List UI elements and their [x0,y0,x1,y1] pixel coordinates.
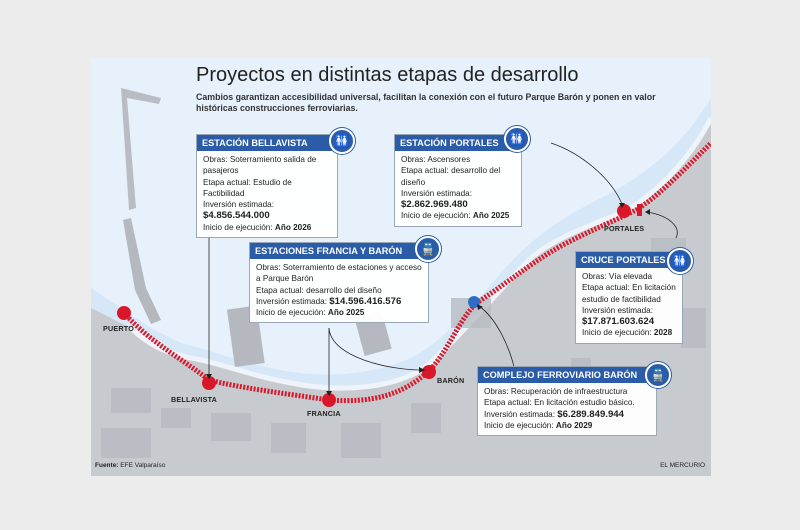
inicio-value: Año 2026 [274,222,312,232]
card-header: ESTACIONES FRANCIA Y BARÓN [250,243,428,259]
etapa-text: Etapa actual: desarrollo del diseño [401,166,501,187]
footer-credit: EL MERCURIO [660,462,705,469]
card-header: CRUCE PORTALES [576,252,682,268]
card-header: COMPLEJO FERROVIARIO BARÓN [478,367,656,383]
inicio-value: Año 2025 [327,308,365,318]
inversion-label: Inversión estimada: [582,305,653,315]
etapa-text: Etapa actual: En licitación estudio básico. [484,398,635,408]
inicio-label: Inicio de ejecución: [401,211,471,221]
inicio-value: Año 2025 [472,211,510,221]
etapa-text: Etapa actual: Estudio de Factibilidad [203,177,292,198]
card-bellavista [196,134,338,238]
etapa-text: Etapa actual: desarrollo del diseño [256,285,382,295]
cruce-portales-mark [637,204,642,216]
page-title: Proyectos en distintas etapas de desarrollo [196,64,579,86]
footer-source [95,462,165,469]
inversion-value: $14.596.416.576 [329,295,402,307]
card-complejo-baron [477,366,657,436]
inicio-value: Año 2029 [555,420,593,430]
inversion-value: $6.289.849.944 [557,408,624,420]
label-portales: PORTALES [604,224,645,233]
label-bellavista: BELLAVISTA [171,395,218,404]
inicio-label: Inicio de ejecución: [484,420,554,430]
card-header: ESTACIÓN PORTALES [395,135,521,151]
source-label: Fuente: [95,462,119,469]
card-francia-baron [249,242,429,323]
restroom-icon: 🚻 [329,128,355,154]
etapa-text: Etapa actual: En licitación estudio de factibilidad [582,283,676,304]
train-icon: 🚆 [415,236,441,262]
inversion-label: Inversión estimada: [401,188,472,198]
restroom-icon: 🚻 [667,248,693,274]
station-puerto-dot [117,306,131,320]
inversion-label: Inversión estimada: [203,200,274,210]
card-portales [394,134,522,227]
card-header: ESTACIÓN BELLAVISTA [197,135,337,151]
obras-text: Obras: Soterramiento salida de pasajeros [203,155,317,176]
station-portales-dot [617,204,631,218]
obras-text: Obras: Ascensores [401,155,471,164]
label-puerto: PUERTO [103,324,135,333]
inversion-label: Inversión estimada: [484,409,555,419]
inversion-value: $4.856.544.000 [203,210,270,222]
source-value: EFE Valparaíso [120,462,166,469]
inicio-label: Inicio de ejecución: [582,328,652,338]
obras-text: Obras: Vía elevada [582,272,653,281]
inicio-value: 2028 [653,328,673,338]
infographic [91,58,711,476]
page-subtitle: Cambios garantizan accesibilidad universal, facilitan la conexión con el futuro Parque Barón y ponen en valor históricas construcciones ferroviarias. [196,92,656,113]
obras-text: Obras: Recuperación de infraestructura [484,387,628,396]
obras-text: Obras: Soterramiento de estaciones y acceso a Parque Barón [256,263,422,284]
inicio-label: Inicio de ejecución: [256,308,326,318]
inversion-value: $2.862.969.480 [401,199,468,211]
inversion-label: Inversión estimada: [256,296,327,306]
label-francia: FRANCIA [307,409,341,418]
train-icon: 🚆 [645,362,671,388]
restroom-icon: 🚻 [504,126,530,152]
inversion-value: $17.871.603.624 [582,316,655,328]
label-baron: BARÓN [437,376,465,385]
station-baron-dot [422,365,436,379]
inicio-label: Inicio de ejecución: [203,222,273,232]
